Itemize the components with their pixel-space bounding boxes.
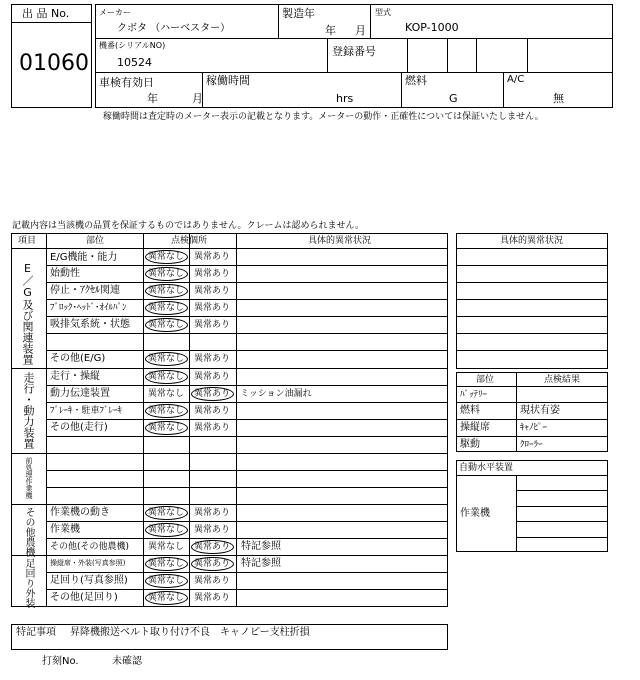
ok-circle [145,574,188,588]
row-other-farm: その他(その他農機) [50,542,130,552]
serial-value: 10524 [117,56,152,69]
group-feet: 足回り外装 [23,558,34,608]
col-item-header: 項目 [18,236,37,246]
right-auto-level-label: 自動水平装置 [459,463,514,473]
row-implement: 作業機 [50,524,80,535]
ok-circle [145,284,188,298]
ok-circle [145,267,188,281]
inspection-year-unit: 年 [147,92,158,105]
ac-label: A/C [507,74,525,85]
row-stop-accel: 停止・ｱｸｾﾙ関連 [50,285,120,296]
item-no-value: 01060 [19,51,89,76]
check-ok: 異常なし [148,508,185,518]
check-ok: 異常なし [148,269,185,279]
col-detail-header: 具体的異常状況 [308,236,372,246]
item-no-label: 出 品 No. [22,7,70,20]
detail-cockpit-exterior: 特記参照 [241,558,281,569]
check-ng: 異常あり [194,593,231,603]
mfg-year-unit-year: 年 [325,24,336,37]
check-ok: 異常なし [148,593,185,603]
right-drive-value: ｸﾛｰﾗｰ [520,440,543,450]
check-ok: 異常なし [148,525,185,535]
row-power-trans: 動力伝達装置 [50,388,110,399]
row-other-travel: その他(走行) [50,422,108,433]
right-cockpit-value: ｷｬﾉﾋﾟｰ [520,423,548,433]
check-ok: 異常なし [148,389,185,399]
detail-power-trans: ミッション油漏れ [240,389,312,399]
right-battery-label: ﾊﾞｯﾃﾘｰ [460,390,488,400]
ok-circle [145,250,188,264]
ok-circle [145,318,188,332]
check-ok: 異常なし [148,252,185,262]
row-undercarriage: 足回り(写真参照) [50,575,128,586]
right-work-machine-label: 作業機 [460,508,490,519]
ok-circle [145,370,188,384]
ng-circle [191,387,234,401]
row-eg-function: E/G機能・能力 [50,252,118,263]
registration-label: 登録番号 [332,45,376,58]
check-ok: 異常なし [148,303,185,313]
right-drive-label: 駆動 [460,439,480,450]
ok-circle [145,301,188,315]
row-other-feet: その他(足回り) [50,592,118,603]
ok-circle [145,352,188,366]
group-travel: 走行・動力装置 [22,372,35,449]
check-ok: 異常なし [148,423,185,433]
check-ng: 異常あり [194,389,231,399]
check-ng: 異常あり [194,406,231,416]
hours-label: 稼働時間 [206,74,250,87]
inspection-month-unit: 月 [192,92,203,105]
check-ng: 異常あり [194,542,231,552]
check-ok: 異常なし [148,559,185,569]
ok-circle [145,506,188,520]
check-ok: 異常なし [148,372,185,382]
right-result-header: 点検結果 [544,375,581,385]
row-block-head: ﾌﾞﾛｯｸ･ﾍｯﾄﾞ･ｵｲﾙﾊﾟﾝ [50,303,127,313]
fuel-unit: G [449,92,458,105]
row-brake: ﾌﾞﾚｰｷ・駐車ﾌﾞﾚｰｷ [50,406,123,416]
check-ng: 異常あり [194,286,231,296]
maker-label: メーカー [99,8,131,17]
col-part-header: 部位 [86,236,105,246]
check-ng: 異常あり [194,320,231,330]
check-ng: 異常あり [194,269,231,279]
notes-label: 特記事項 [16,627,56,638]
check-ng: 異常あり [194,559,231,569]
group-engine: E／G及び関連装置 [21,262,34,365]
group-front: 前処理作業機 [25,457,33,499]
row-intake-exhaust: 吸排気系統・状態 [50,319,130,330]
check-ng: 異常あり [194,372,231,382]
right-part-header: 部位 [476,375,495,385]
check-ok: 異常なし [148,542,185,552]
row-travel-steer: 走行・操縦 [50,371,100,382]
detail-other-farm: 特記参照 [241,541,281,552]
maker-value: クボタ （ハーベスター） [117,23,231,34]
check-ng: 異常あり [194,423,231,433]
hours-note: 稼働時間は査定時のメーター表示の記載となります。メーターの動作・正確性については保証いたしません。 [103,112,544,122]
check-ng: 異常あり [194,576,231,586]
ng-circle [191,540,234,554]
row-other-eg: その他(E/G) [50,353,106,364]
row-startability: 始動性 [50,268,80,279]
disclaimer: 記載内容は当該機の品質を保証するものではありません。クレームは認められません。 [12,221,365,231]
check-ng: 異常あり [194,508,231,518]
check-ok: 異常なし [148,406,185,416]
mfg-year-unit-month: 月 [355,24,366,37]
group-other: その他農機 [23,507,34,557]
check-ng: 異常あり [194,525,231,535]
ok-circle [145,404,188,418]
ok-circle [145,421,188,435]
check-ok: 異常なし [148,286,185,296]
right-cockpit-label: 操縦席 [460,422,490,433]
right-fuel-label: 燃料 [460,405,480,416]
notes-text: 昇降機搬送ベルト取り付け不良 キャノピー支柱折損 [70,627,310,638]
ac-value: 無 [553,92,564,105]
inspection-label: 車検有効日 [99,76,154,89]
model-value: KOP-1000 [405,21,459,34]
check-ok: 異常なし [148,354,185,364]
row-implement-move: 作業機の動き [50,507,110,518]
check-ng: 異常あり [194,252,231,262]
ng-circle [191,557,234,571]
check-ng: 異常あり [194,303,231,313]
check-ng: 異常あり [194,354,231,364]
ok-circle [145,591,188,605]
serial-label: 機番(シリアルNO) [99,41,166,50]
stamp-label: 打刻No. [42,656,79,667]
fuel-label: 燃料 [405,74,427,87]
model-label: 型式 [375,8,391,17]
check-ok: 異常なし [148,576,185,586]
right-detail-header: 具体的異常状況 [500,236,564,246]
ok-circle [145,557,188,571]
mfg-year-label: 製造年 [282,7,315,20]
row-cockpit-exterior: 操縦席・外装(写真参照) [50,559,126,567]
hours-unit: hrs [336,92,354,105]
stamp-value: 未確認 [112,656,142,667]
col-check-header: 点検個所 [171,236,208,246]
right-fuel-value: 現状有姿 [520,405,560,416]
ok-circle [145,523,188,537]
check-ok: 異常なし [148,320,185,330]
